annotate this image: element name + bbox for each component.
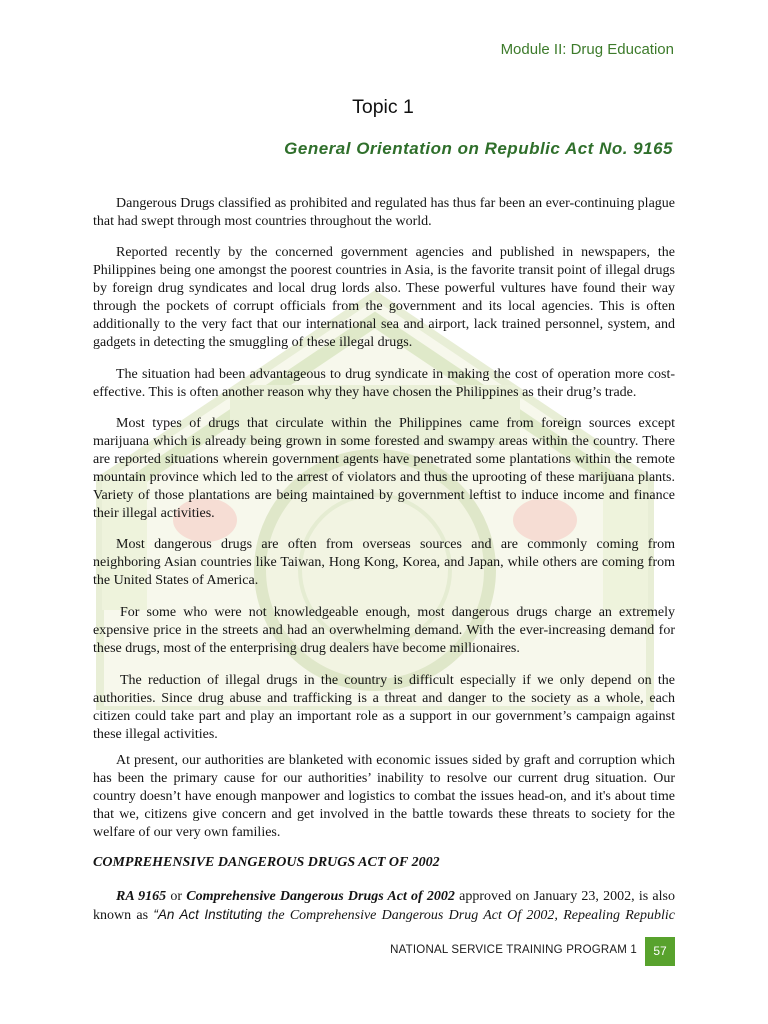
ra-number: RA 9165: [116, 889, 167, 904]
paragraph-drugs-plague: Dangerous Drugs classified as prohibited and regulated has thus far been an ever-continuing plague that had swept through most countries throughout the world.: [93, 196, 675, 229]
section-heading: COMPREHENSIVE DANGEROUS DRUGS ACT OF 2002: [93, 855, 440, 870]
paragraph-ra-9165: [93, 888, 675, 925]
paragraph-expensive-price: For some who were not knowledgeable enough, most dangerous drugs charge an extremely expensive price in the streets and had an overwhelming demand. With the ever-increasing demand for these drugs, most of the enterprising drug dealers have become millionaires.: [93, 605, 675, 656]
paragraph-foreign-sources: Most types of drugs that circulate within the Philippines came from foreign sources except marijuana which is already being grown in some forested and swampy areas within the country. There are reported situations wherein government agents have penetrated some plantations within the remote mountain province which led to the arrest of violators and thus the uprooting of these marijuana plants. Variety of those plantations are being maintained by government leftist to induce income and finance their illegal activities.: [93, 416, 675, 521]
quoted-title-rest: the Comprehensive Dangerous Drug Act Of 2002, Repealing Republic: [262, 908, 675, 923]
paragraph-citizen-role: The reduction of illegal drugs in the country is difficult especially if we only depend on the authorities. Since drug abuse and trafficking is a threat and danger to the society as a whole, each citizen could take part and play an important role as a support in our government’s campaign against these illegal activities.: [93, 673, 675, 742]
footer-program-label: NATIONAL SERVICE TRAINING PROGRAM 1: [390, 944, 637, 956]
paragraph-transit-point: Reported recently by the concerned government agencies and published in newspapers, the Philippines being one amongst the poorest countries in Asia, is the favorite transit point of illegal drugs by foreign drug syndicates and local drug lords also. These powerful vultures have found their way through the pockets of corrupt officials from the government and its local agencies. This is often additionally to the very fact that our international sea and airport, lack trained personnel, system, and gadgets in detecting the smuggling of these illegal drugs.: [93, 245, 675, 350]
ra-connector: or: [166, 889, 187, 904]
act-title: Comprehensive Dangerous Drugs Act of 2002: [186, 889, 455, 904]
quoted-title-start: “An Act Instituting: [153, 907, 263, 922]
topic-subtitle: General Orientation on Republic Act No. 9165: [284, 139, 673, 158]
topic-title: Topic 1: [352, 96, 414, 118]
page-number-badge: 57: [645, 937, 675, 966]
paragraph-overseas-sources: Most dangerous drugs are often from overseas sources and are commonly coming from neighboring Asian countries like Taiwan, Hong Kong, Korea, and Japan, while others are coming from the United States of America.: [93, 537, 675, 588]
module-label: Module II: Drug Education: [500, 41, 674, 58]
paragraph-syndicate-advantage: The situation had been advantageous to drug syndicate in making the cost of operation more cost-effective. This is often another reason why they have chosen the Philippines as their drug’s trade.: [93, 367, 675, 400]
body-text: [93, 195, 675, 938]
paragraph-authorities-issues: At present, our authorities are blanketed with economic issues sided by graft and corruption which has been the primary cause for our authorities’ inability to resolve our current drug situation. Our country doesn’t have enough manpower and logistics to combat the issues head-on, and it's about time that we, citizens give concern and get involved in the battle towards these threats to society for the welfare of our very own families.: [93, 753, 675, 840]
approval-text: approved on January 23, 2002, is also known as: [93, 889, 675, 923]
